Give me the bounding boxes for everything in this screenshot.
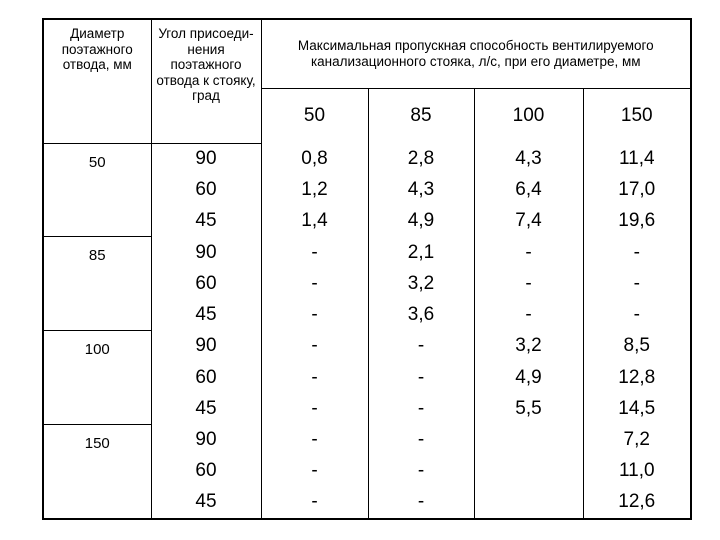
cell-capacity-value: - [261,237,368,268]
cell-capacity-value: - [261,362,368,393]
cell-angle: 90 [151,331,261,362]
header-diameter: Диаметр поэтажного отвода, мм [44,20,151,143]
header-riser-100: 100 [474,88,583,143]
cell-capacity-value: - [368,393,474,424]
capacity-table-frame [42,18,692,520]
cell-branch-diameter: 100 [44,331,151,425]
cell-capacity-value: - [261,268,368,299]
cell-angle: 60 [151,362,261,393]
cell-capacity-value: - [261,393,368,424]
cell-capacity-value: - [261,299,368,330]
cell-angle: 45 [151,487,261,518]
cell-capacity-value: 3,2 [474,331,583,362]
cell-capacity-value: 14,5 [583,393,690,424]
table-row [44,143,690,174]
cell-capacity-value: - [261,331,368,362]
cell-capacity-value: 1,4 [261,206,368,237]
header-riser-85: 85 [368,88,474,143]
cell-capacity-value: - [368,362,474,393]
cell-capacity-value: 3,6 [368,299,474,330]
cell-capacity-value: 11,4 [583,143,690,174]
table-row [44,237,690,268]
cell-capacity-value: 7,4 [474,206,583,237]
cell-angle: 90 [151,237,261,268]
header-capacity: Максимальная пропускная способность вентилируемого канализационного стояка, л/с, при его диаметре, мм [261,20,690,88]
cell-capacity-value: 11,0 [583,456,690,487]
table-body [44,143,690,518]
cell-capacity-value: 4,9 [368,206,474,237]
cell-capacity-value: - [583,268,690,299]
cell-capacity-value: 19,6 [583,206,690,237]
cell-capacity-value: 17,0 [583,174,690,205]
cell-capacity-value: 6,4 [474,174,583,205]
cell-capacity-value: 12,6 [583,487,690,518]
cell-capacity-value [474,487,583,518]
cell-angle: 60 [151,456,261,487]
capacity-table [44,20,690,518]
cell-angle: 45 [151,393,261,424]
cell-capacity-value: - [368,331,474,362]
cell-capacity-value: 2,1 [368,237,474,268]
cell-angle: 60 [151,268,261,299]
cell-capacity-value: 12,8 [583,362,690,393]
cell-capacity-value: 5,5 [474,393,583,424]
cell-branch-diameter: 150 [44,424,151,518]
cell-angle: 90 [151,143,261,174]
cell-capacity-value: - [261,456,368,487]
cell-capacity-value: 4,3 [474,143,583,174]
cell-capacity-value: - [261,487,368,518]
table-row [44,331,690,362]
cell-capacity-value: - [583,237,690,268]
cell-capacity-value: 3,2 [368,268,474,299]
header-riser-50: 50 [261,88,368,143]
cell-capacity-value [474,456,583,487]
cell-capacity-value [474,424,583,455]
table-row [44,424,690,455]
cell-capacity-value: - [261,424,368,455]
cell-capacity-value: - [368,424,474,455]
cell-capacity-value: - [368,487,474,518]
cell-capacity-value: 8,5 [583,331,690,362]
cell-capacity-value: 4,9 [474,362,583,393]
cell-capacity-value: - [474,268,583,299]
cell-capacity-value: 2,8 [368,143,474,174]
header-riser-150: 150 [583,88,690,143]
cell-capacity-value: - [474,299,583,330]
cell-angle: 45 [151,206,261,237]
cell-capacity-value: - [583,299,690,330]
cell-capacity-value: 7,2 [583,424,690,455]
cell-capacity-value: 0,8 [261,143,368,174]
cell-branch-diameter: 50 [44,143,151,237]
cell-angle: 90 [151,424,261,455]
header-angle: Угол присоеди- нения поэтажного отвода к стояку, град [151,20,261,143]
cell-capacity-value: - [368,456,474,487]
cell-angle: 45 [151,299,261,330]
cell-capacity-value: 1,2 [261,174,368,205]
cell-branch-diameter: 85 [44,237,151,331]
cell-capacity-value: 4,3 [368,174,474,205]
cell-capacity-value: - [474,237,583,268]
cell-angle: 60 [151,174,261,205]
